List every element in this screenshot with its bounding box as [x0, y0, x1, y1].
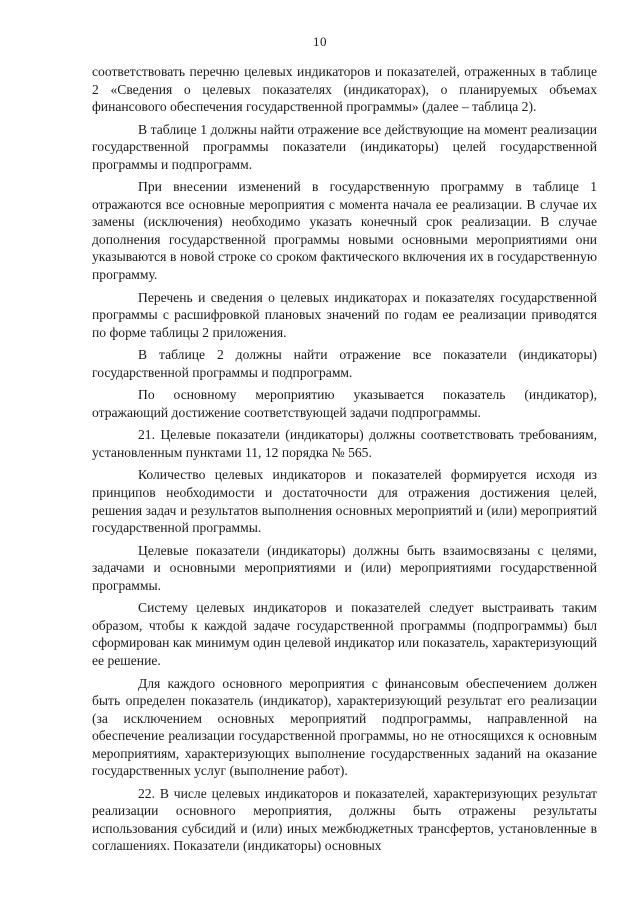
document-body — [92, 63, 597, 860]
paragraph-continued: соответствовать перечню целевых индикаторов и показателей, отраженных в таблице 2 «Сведения о целевых показателях (индикаторах), о планируемых объемах финансового обеспечения государственной программы» (далее – таблица 2). — [92, 64, 597, 115]
paragraph: Количество целевых индикаторов и показателей формируется исходя из принципов необходимости и достаточности для отражения достижения целей, решения задач и результатов выполнения основных мероприятий и (или) мероприятий государственной программы. — [92, 467, 597, 536]
paragraph: По основному мероприятию указывается показатель (индикатор), отражающий достижение соответствующей задачи подпрограммы. — [92, 387, 597, 420]
paragraph: При внесении изменений в государственную программу в таблице 1 отражаются все основные мероприятия с момента начала ее реализации. В случае их замены (исключения) необходимо указать конечный срок реализации. В случае дополнения государственной программы новыми основными мероприятиями они указываются в новой строке со сроком фактического включения их в государственную программу. — [92, 179, 597, 283]
page-number: 10 — [313, 34, 327, 49]
paragraph: В таблице 2 должны найти отражение все показатели (индикаторы) государственной программы и подпрограмм. — [92, 347, 597, 380]
paragraph: Перечень и сведения о целевых индикаторах и показателях государственной программы с расшифровкой плановых значений по годам ее реализации приводятся по форме таблицы 2 приложения. — [92, 289, 597, 340]
paragraph: В таблице 1 должны найти отражение все действующие на момент реализации государственной программы показатели (индикаторы) целей государственной программы и подпрограмм. — [92, 121, 597, 172]
paragraph: Систему целевых индикаторов и показателей следует выстраивать таким образом, чтобы к каждой задаче государственной программы (подпрограммы) был сформирован как минимум один целевой индикатор или показатель, характеризующий ее решение. — [92, 600, 597, 668]
paragraph-clause-22: 22. В числе целевых индикаторов и показателей, характеризующих результат реализации основного мероприятия, должны быть отражены результаты использования субсидий и (или) иных межбюджетных трансфертов, установленные в соглашениях. Показатели (индикаторы) основных — [92, 785, 597, 854]
paragraph: Целевые показатели (индикаторы) должны быть взаимосвязаны с целями, задачами и основными мероприятиями и (или) мероприятиями государственной программы. — [92, 542, 597, 593]
paragraph: Для каждого основного мероприятия с финансовым обеспечением должен быть определен показатель (индикатор), характеризующий результат его реализации (за исключением основных мероприятий подпрограммы, направленной на обеспечение реализации государственной программы, но не относящихся к основным мероприятиям, характеризующих выполнение государственных заданий на оказание государственных услуг (выполнение работ). — [92, 675, 597, 779]
paragraph-clause-21: 21. Целевые показатели (индикаторы) должны соответствовать требованиям, установленным пунктами 11, 12 порядка № 565. — [92, 427, 597, 460]
